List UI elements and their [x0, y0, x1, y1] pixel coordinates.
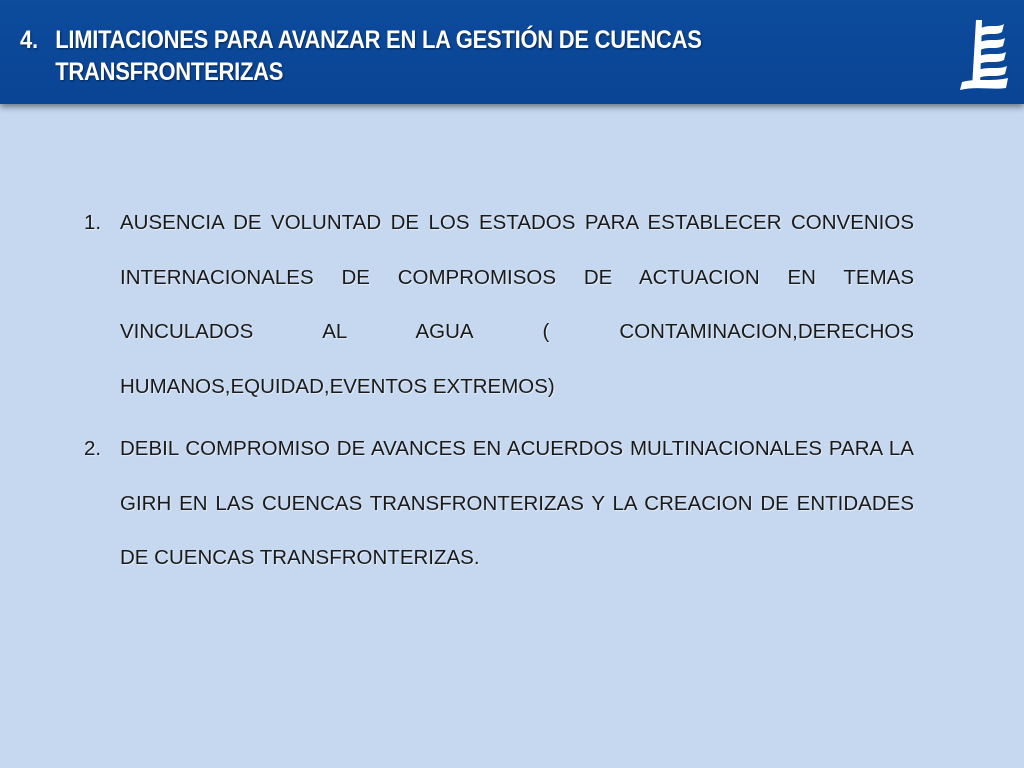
- list-item-text: AUSENCIA DE VOLUNTAD DE LOS ESTADOS PARA ESTABLECER CONVENIOS INTERNACIONALES DE COMPROMISOS DE ACTUACION EN TEMAS VINCULADOS AL AGUA ( CONTAMINACION,DERECHOS HUMANOS,EQUIDAD,EVENTOS EXTREMOS): [120, 211, 914, 398]
- title-number: 4.: [20, 26, 38, 54]
- limitations-list: [84, 196, 914, 586]
- title-line-2: TRANSFRONTERIZAS: [55, 58, 284, 86]
- slide-header: [0, 0, 1024, 104]
- slide-title: [20, 24, 794, 88]
- stacked-sails-logo-icon: [958, 18, 1010, 92]
- list-item-number: 2.: [84, 437, 102, 460]
- title-line-1: LIMITACIONES PARA AVANZAR EN LA GESTIÓN DE CUENCAS: [55, 26, 702, 54]
- list-item-number: 1.: [84, 211, 102, 234]
- list-item: [84, 422, 914, 586]
- list-item-text: DEBIL COMPROMISO DE AVANCES EN ACUERDOS MULTINACIONALES PARA LA GIRH EN LAS CUENCAS TRANSFRONTERIZAS Y LA CREACION DE ENTIDADES DE CUENCAS TRANSFRONTERIZAS.: [120, 437, 914, 569]
- list-item: [84, 196, 914, 414]
